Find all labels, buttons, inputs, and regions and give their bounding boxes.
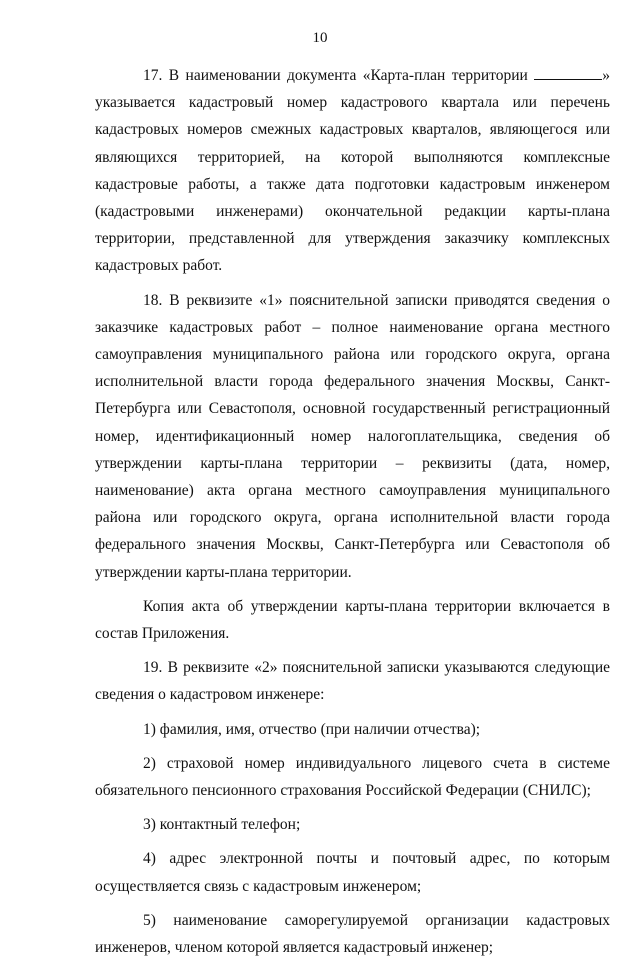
paragraph-17-start: 17. В наименовании документа «Карта-план территории [143, 67, 535, 84]
list-item-4: 4) адрес электронной почты и почтовый адрес, по которым осуществляется связь с кадастровым инженером; [95, 850, 610, 895]
page-number: 10 [312, 30, 328, 46]
paragraph-17 [95, 62, 610, 280]
document-body [95, 62, 610, 961]
paragraph-18: 18. В реквизите «1» пояснительной записки приводятся сведения о заказчике кадастровых работ – полное наименование органа местного самоуправления муниципального района или городского округа, органа исполнительной власти города федерального значения Москвы, Санкт-Петербурга или Севастополя, основной государственный регистрационный номер, идентификационный номер налогоплательщика, сведения об утверждении карты-плана территории – реквизиты (дата, номер, наименование) акта органа местного самоуправления муниципального района или городского округа, органа исполнительной власти города федерального значения Москвы, Санкт-Петербурга или Севастополя об утверждении карты-плана территории. [95, 291, 610, 581]
blank-field-line [534, 65, 602, 80]
list-item-2: 2) страховой номер индивидуального лицевого счета в системе обязательного пенсионного страхования Российской Федерации (СНИЛС); [95, 754, 610, 800]
paragraph-17-end: » указывается кадастровый номер кадастрового квартала или перечень кадастровых номеров смежных кадастровых кварталов, являющегося или являющихся территорией, на которой выполняются комплексные кадастровые работы, а также дата подготовки кадастровым инженером (кадастровыми инженерами) окончательной редакции карты-плана территории, представленной для утверждения заказчику комплексных кадастровых работ. [95, 67, 610, 275]
list-item-3: 3) контактный телефон; [143, 816, 301, 834]
list-item-5: 5) наименование саморегулируемой организации кадастровых инженеров, членом которой является кадастровый инженер; [95, 911, 610, 957]
list-item-1: 1) фамилия, имя, отчество (при наличии отчества); [143, 720, 481, 738]
paragraph-18-copy: Копия акта об утверждении карты-плана территории включается в состав Приложения. [95, 597, 610, 643]
paragraph-19: 19. В реквизите «2» пояснительной записки указываются следующие сведения о кадастровом инженере: [95, 659, 610, 704]
